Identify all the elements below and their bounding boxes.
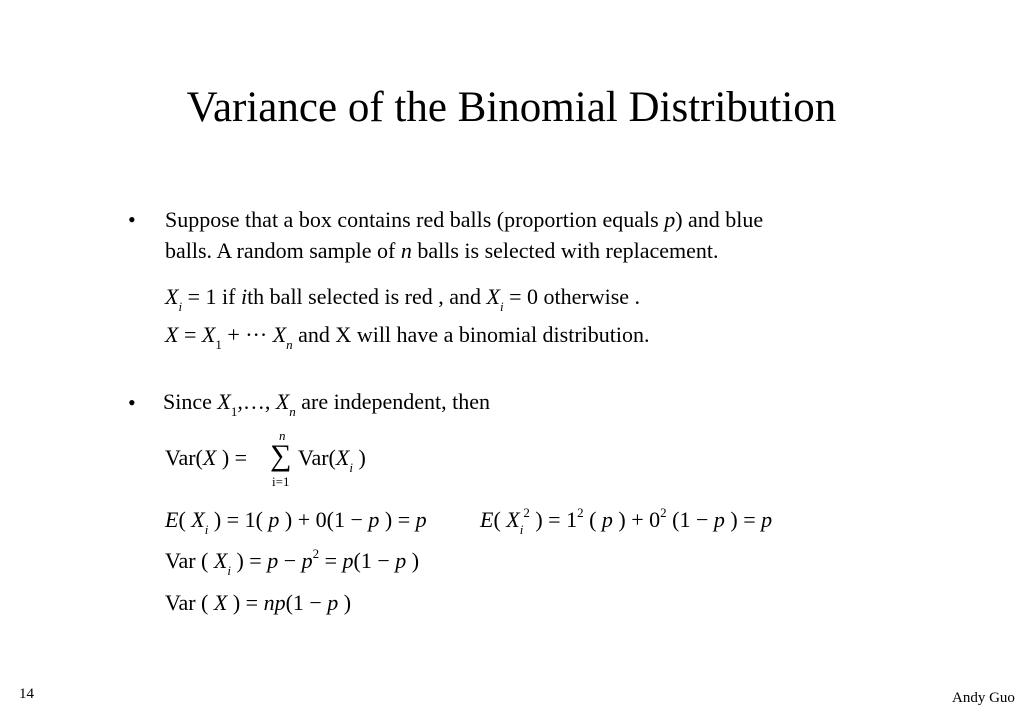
eq2-plus-dots: + ··· [221,322,273,347]
sum-upper-n: n [279,428,286,443]
varsum-var: Var( [165,445,203,470]
exp2-sub-i: i [519,522,524,537]
varsum-xi: X [335,445,350,470]
varxi-minus: − [278,548,302,573]
exp2-sq1: 2 [577,505,584,520]
exp2-sup-2: 2 [523,505,530,520]
eq2-x: X [165,322,179,347]
bullet-1-line-2 [165,238,719,264]
exp1-p1: p [268,507,280,532]
expectation-xi-equation [165,505,427,538]
varxi-x: X [213,548,228,573]
variance-x-equation [165,588,351,618]
varx-np: np [263,590,286,615]
variance-xi-equation [165,546,419,579]
bullet-2-sub-n: n [289,404,296,419]
exp2-sq2: 2 [660,505,667,520]
varx-x: X [213,590,228,615]
eq1-middle-text: th ball selected is red , and [247,284,487,309]
exp2-p6: p [761,507,773,532]
eq2-x1: X [201,322,216,347]
bullet-1-var-n: n [400,238,412,263]
eq1-sub-i2: i [500,299,504,314]
varxi-p3: p [342,548,354,573]
bullet-2-tail: are independent, then [295,389,491,414]
varx-close: ) [338,590,352,615]
exp2-p5: p [713,507,725,532]
exp2-part-b: ( [583,507,602,532]
varxi-p1: p [267,548,279,573]
eq2-sub-n: n [286,337,293,352]
eq2-tail-text: and X will have a binomial distribution. [292,322,650,347]
bullet-2-sub-1: 1 [230,404,238,419]
varsum-x: X [202,445,217,470]
exp1-part-a: ) = 1( [208,507,269,532]
bullet-2-since: Since [163,389,218,414]
varsum-sub-i: i [349,460,353,475]
varxi-sub-i: i [227,563,231,578]
varx-equals: ) = [227,590,264,615]
author-name: Andy Guo [952,690,1015,706]
eq2-xn: X [272,322,287,347]
exp2-part-d: (1 − [666,507,714,532]
exp1-sub-i: i [204,522,209,537]
varsum-close-equals: ) = [216,445,248,470]
exp2-part-c: ) + 0 [612,507,661,532]
eq1-equals-zero: = 0 otherwise . [503,284,641,309]
bullet-2-x1: X [217,389,231,414]
page-number: 14 [19,686,34,702]
variance-sum-rhs [298,443,366,476]
bullet-1-text-d: balls is selected with replacement. [411,238,719,263]
exp1-part-c: ) = [379,507,416,532]
exp1-p2: p [368,507,380,532]
bullet-1-text-a: Suppose that a box contains red balls (proportion equals [165,207,665,232]
slide-title: Variance of the Binomial Distribution [186,84,837,131]
sum-definition-equation [165,320,650,353]
exp1-e: E [165,507,179,532]
exp2-e: E [480,507,494,532]
exp1-p3: p [415,507,427,532]
indicator-definition-equation [165,282,640,315]
bullet-1-line-1 [165,207,763,233]
varx-paren: (1 − [285,590,328,615]
exp2-part-a: ) = 1 [529,507,578,532]
eq1-x2: X [486,284,500,309]
eq1-sub-i: i [178,299,183,314]
eq1-equals-one: = 1 if [182,284,241,309]
varxi-close: ) [406,548,420,573]
eq1-i: i [240,284,248,309]
exp2-x: X [506,507,520,532]
eq1-x: X [165,284,179,309]
bullet-1-text-c: balls. A random sample of [165,238,401,263]
varsum-var-rhs: Var( [298,445,336,470]
bullet-2-text [163,387,490,420]
varxi-equals2: = [319,548,343,573]
exp1-open: ( [178,507,192,532]
exp1-x: X [191,507,205,532]
bullet-2-dots: ,…, [237,389,276,414]
varxi-p4: p [395,548,407,573]
eq2-sub-1: 1 [215,337,222,352]
eq2-equals: = [178,322,202,347]
bullet-2-xn: X [275,389,290,414]
bullet-1-text-b: ) and blue [675,207,764,232]
summation-symbol: ∑ [270,439,292,472]
exp1-part-b: ) + 0(1 − [279,507,369,532]
varxi-paren: (1 − [353,548,396,573]
bullet-1-marker: • [128,207,136,232]
exp2-part-e: ) = [724,507,762,532]
varx-p: p [327,590,339,615]
expectation-xi-squared-equation [480,505,772,538]
sum-lower-limit: i=1 [272,474,290,489]
varxi-var: Var ( [165,548,214,573]
bullet-2-marker: • [128,390,136,415]
variance-sum-lhs [165,443,247,473]
exp2-p4: p [601,507,613,532]
varxi-p2: p [301,548,313,573]
exp2-open: ( [493,507,507,532]
varsum-rclose: ) [352,445,366,470]
bullet-1-var-p: p [664,207,676,232]
varxi-sq: 2 [312,546,320,561]
varxi-equals: ) = [230,548,268,573]
varx-var: Var ( [165,590,214,615]
